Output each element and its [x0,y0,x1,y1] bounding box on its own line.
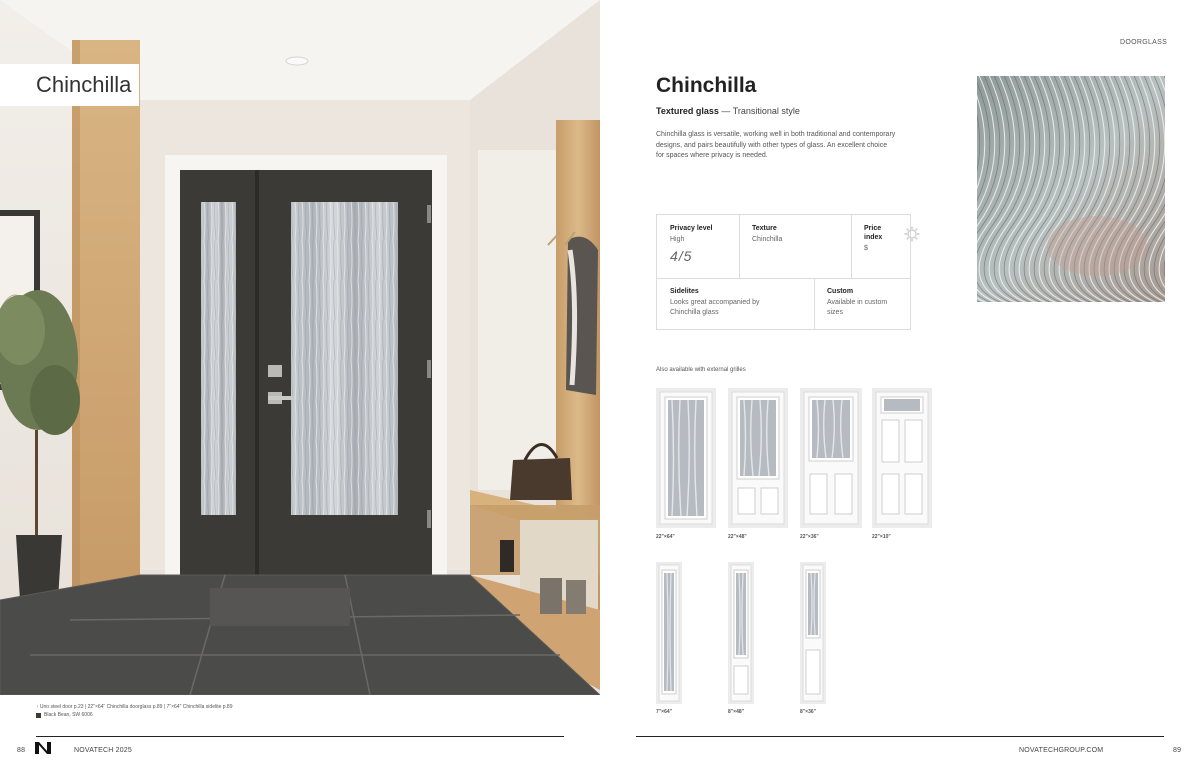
spec-sidelites-label: Sidelites [670,288,699,295]
spec-divider [814,278,815,330]
footer-rule-left [36,736,564,737]
spec-price-value: $ [864,245,868,252]
section-label: DOORGLASS [1120,39,1168,46]
subtitle-bold: Textured glass [656,106,719,116]
page-number-left: 88 [17,747,26,754]
door-size-label: 22"×64" [656,534,675,540]
photo-caption: ↑ Uno steel door p.23 | 22"×64" Chinchilla doorglass p.89 | 7"×64" Chinchilla sidelite p.89 [36,704,233,710]
gear-icon [904,226,920,242]
spec-divider [851,215,852,278]
brand-footer: NOVATECH 2025 [74,747,132,754]
spec-sidelites-value: Looks great accompanied by Chinchilla glass [670,299,760,316]
sidelite-option-full[interactable] [656,562,682,704]
paint-color-note [36,712,93,718]
page-subtitle [656,106,800,116]
photo-title-tag: Chinchilla [0,64,139,106]
door-option-three-quarter-lite[interactable] [728,388,788,528]
spec-price [851,215,911,278]
footer-rule-right [636,736,1164,737]
door-size-label: 22"×36" [800,534,819,540]
grilles-heading: Also available with external grilles [656,367,746,373]
spec-table [656,214,911,330]
spec-texture-value: Chinchilla [752,236,783,243]
page-title: Chinchilla [656,74,757,97]
spec-sidelites [657,278,814,330]
spec-privacy-value: High [670,236,685,243]
door-option-transom-lite[interactable] [872,388,932,528]
door-option-full-lite[interactable] [656,388,716,528]
door-option-half-lite[interactable] [800,388,862,528]
spec-privacy-rating: 4/5 [670,248,693,264]
novatech-logo-icon [34,741,52,755]
paint-color-name: Black Bean, SW 6006 [44,712,93,718]
subtitle-rest: — Transitional style [718,106,800,116]
product-description: Chinchilla glass is versatile, working well in both traditional and contemporary designs, and pairs beautifully with other types of glass. An excellent choice for spaces where privacy is needed. [656,131,896,159]
spec-privacy [657,215,739,278]
sidelite-size-label: 8"×48" [728,709,745,715]
spec-divider [657,278,911,279]
paint-swatch-icon [36,713,41,718]
spec-price-label: Price index [864,225,883,241]
spec-custom [814,278,911,330]
spec-divider [739,215,740,278]
spec-texture [739,215,851,278]
sidelite-size-label: 7"×64" [656,709,673,715]
spec-custom-label: Custom [827,288,854,295]
website-footer[interactable]: NOVATECHGROUP.COM [1019,747,1104,754]
sidelite-option-half[interactable] [800,562,826,704]
spec-custom-value: Available in custom sizes [827,299,888,316]
spec-texture-label: Texture [752,225,777,232]
sidelite-option-three-quarter[interactable] [728,562,754,704]
page-number-right: 89 [1173,747,1182,754]
door-size-label: 22"×48" [728,534,747,540]
door-size-label: 22"×10" [872,534,891,540]
glass-texture-sample [977,76,1165,302]
sidelite-size-label: 8"×36" [800,709,817,715]
spec-privacy-label: Privacy level [670,225,713,232]
